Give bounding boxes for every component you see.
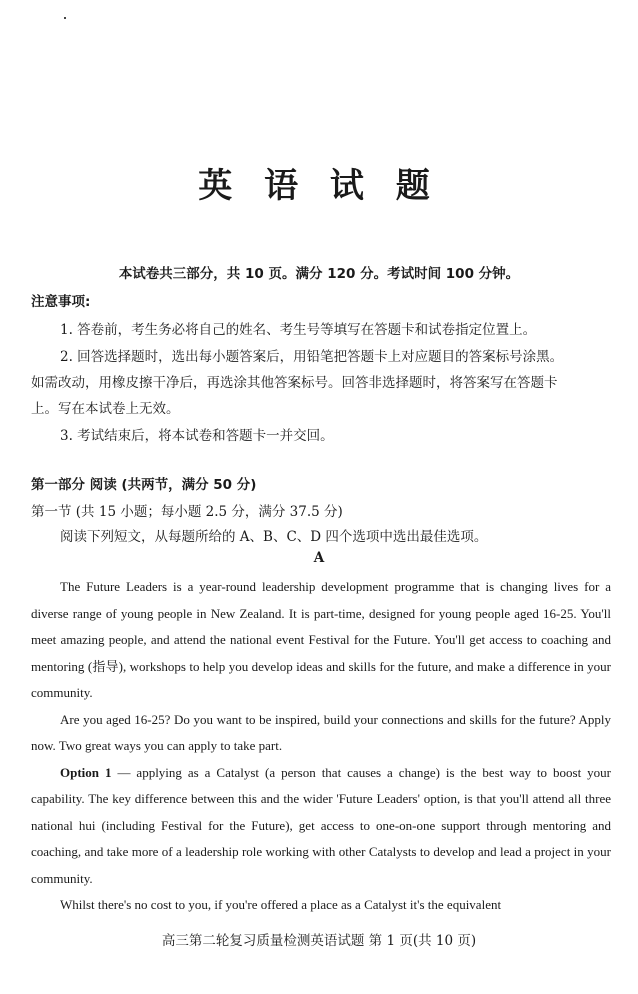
passage-paragraph-4: Whilst there's no cost to you, if you're offered a place as a Catalyst it's the equivalent xyxy=(60,897,502,912)
notice-item-2-cont: 如需改动，用橡皮擦干净后，再选涂其他答案标号。回答非选择题时，将答案写在答题卡 xyxy=(31,375,558,391)
notice-item-2-end: 上。写在本试卷上无效。 xyxy=(31,401,180,417)
passage-paragraph-3 xyxy=(31,760,611,893)
notice-item-3: 3. 考试结束后，将本试卷和答题卡一并交回。 xyxy=(60,428,334,444)
passage-body xyxy=(31,574,611,919)
exam-info: 本试卷共三部分，共 10 页。满分 120 分。考试时间 100 分钟。 xyxy=(118,266,520,282)
section-heading: 第一节 (共 15 小题；每小题 2.5 分，满分 37.5 分) xyxy=(31,504,343,520)
page-footer: 高三第二轮复习质量检测英语试题 第 1 页(共 10 页) xyxy=(161,933,477,949)
option-1-label: Option 1 xyxy=(60,764,112,780)
option-1-text: — applying as a Catalyst (a person that causes a change) is the best way to boost your capability. The key difference between this and the wider 'Future Leaders' option, is that you'll attend all three national hui (including Festival for the Future), get access to one-on-one support through mentoring and coaching, and take more of a leadership role working with other Catalysts to develop and lead a project in your community. xyxy=(31,764,611,886)
passage-paragraph-2: Are you aged 16-25? Do you want to be inspired, build your connections and skills for the future? Apply now. Two great ways you can apply to take part. xyxy=(31,711,611,753)
scan-speck xyxy=(64,17,66,19)
notice-heading: 注意事项: xyxy=(31,294,91,310)
passage-label: A xyxy=(313,550,325,566)
part-heading: 第一部分 阅读 (共两节，满分 50 分) xyxy=(31,477,257,493)
passage-paragraph-1: The Future Leaders is a year-round leadership development programme that is changing lives for a diverse range of young people in New Zealand. It is part-time, designed for young people aged 16-25. You'll meet amazing people, and attend the national event Festival for the Future. You'll get access to coaching and mentoring (指导), workshops to help you develop ideas and skills for the future, and make a difference in your community. xyxy=(31,579,611,700)
page-title: 英 语 试 题 xyxy=(198,166,440,206)
section-instruction: 阅读下列短文，从每题所给的 A、B、C、D 四个选项中选出最佳选项。 xyxy=(60,529,488,545)
notice-item-2: 2. 回答选择题时，选出每小题答案后，用铅笔把答题卡上对应题目的答案标号涂黑。 xyxy=(60,349,564,365)
notice-item-1: 1. 答卷前，考生务必将自己的姓名、考生号等填写在答题卡和试卷指定位置上。 xyxy=(60,322,537,338)
